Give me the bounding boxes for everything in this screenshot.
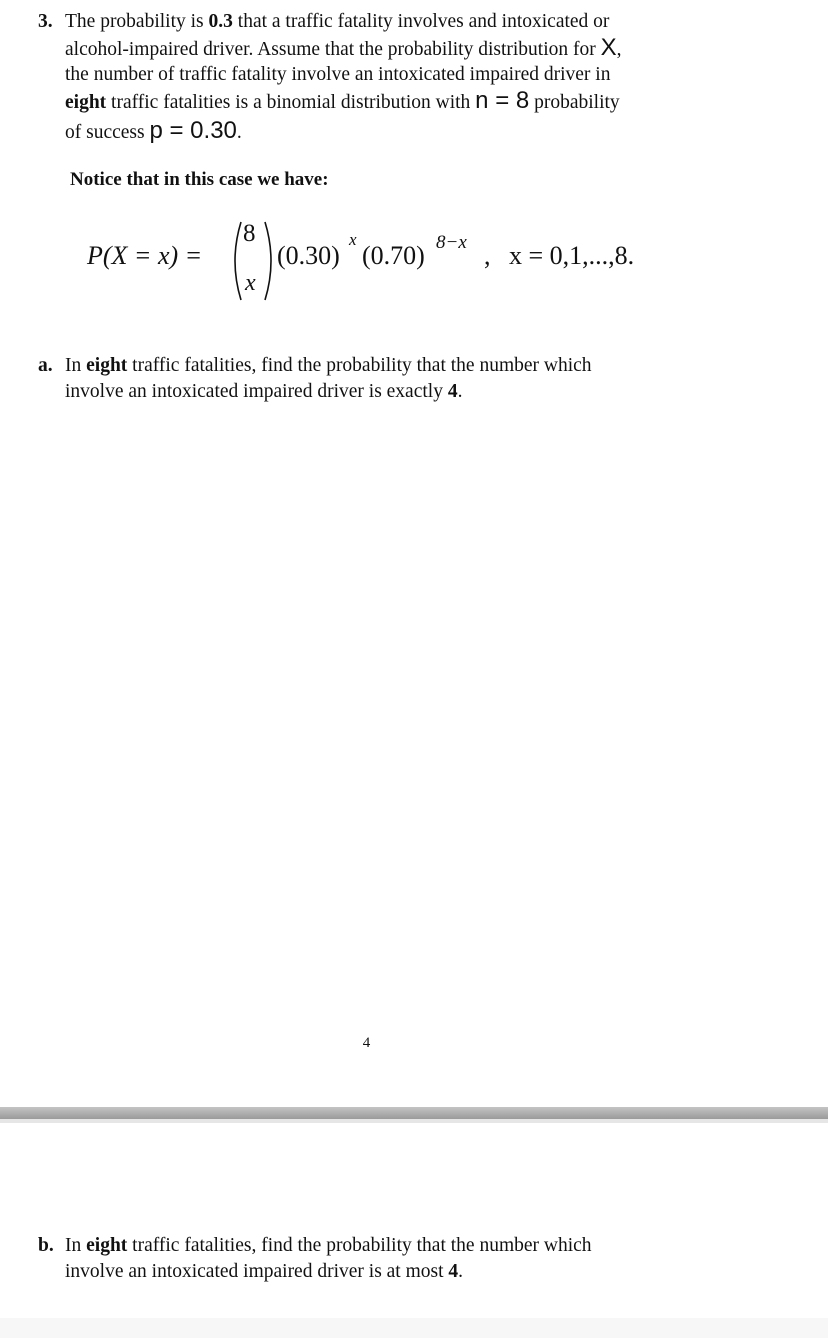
part-b-line-1: In eight traffic fatalities, find the probability that the number which [65,1235,592,1256]
question-line-3: the number of traffic fatality involve an intoxicated impaired driver in [65,64,611,85]
question-line-5: of success p = 0.30. [65,117,242,144]
part-a [0,353,828,405]
question-line-4: eight traffic fatalities is a binomial distribution with n = 8 probability [65,86,620,114]
part-a-label: a. [38,355,53,376]
page-separator [0,1107,828,1123]
part-b [0,1233,828,1285]
formula-comma: , [484,241,491,270]
exponent-8-minus-x: 8−x [436,232,467,253]
exponent-x: x [349,230,357,249]
question-3 [0,9,828,144]
random-variable-x: X [600,33,617,61]
question-text [65,9,622,146]
notice-heading: Notice that in this case we have: [70,169,329,190]
p-equals-030: p = 0.30 [149,117,237,144]
part-a-line-1: In eight traffic fatalities, find the probability that the number which [65,355,592,376]
page-2 [0,1123,828,1338]
question-line-1: The probability is 0.3 that a traffic fatality involves and intoxicated or [65,11,610,32]
part-a-line-2: involve an intoxicated impaired driver is exactly 4. [65,380,463,402]
part-b-line-2: involve an intoxicated impaired driver is at most 4. [65,1260,464,1282]
part-b-label: b. [38,1235,54,1256]
question-line-2: alcohol-impaired driver. Assume that the probability distribution for X, [65,33,622,61]
page-number: 4 [362,1035,371,1051]
formula-domain: x = 0,1,...,8. [509,241,635,270]
binom-bottom: x [245,270,256,296]
n-equals-8: n = 8 [475,86,530,114]
binomial-formula [87,218,747,308]
term-030: (0.30) [277,241,340,270]
term-070: (0.70) [362,241,425,270]
formula-lhs: P(X = x) = [87,241,203,270]
binom-top: 8 [243,220,256,247]
question-number: 3. [38,11,53,32]
